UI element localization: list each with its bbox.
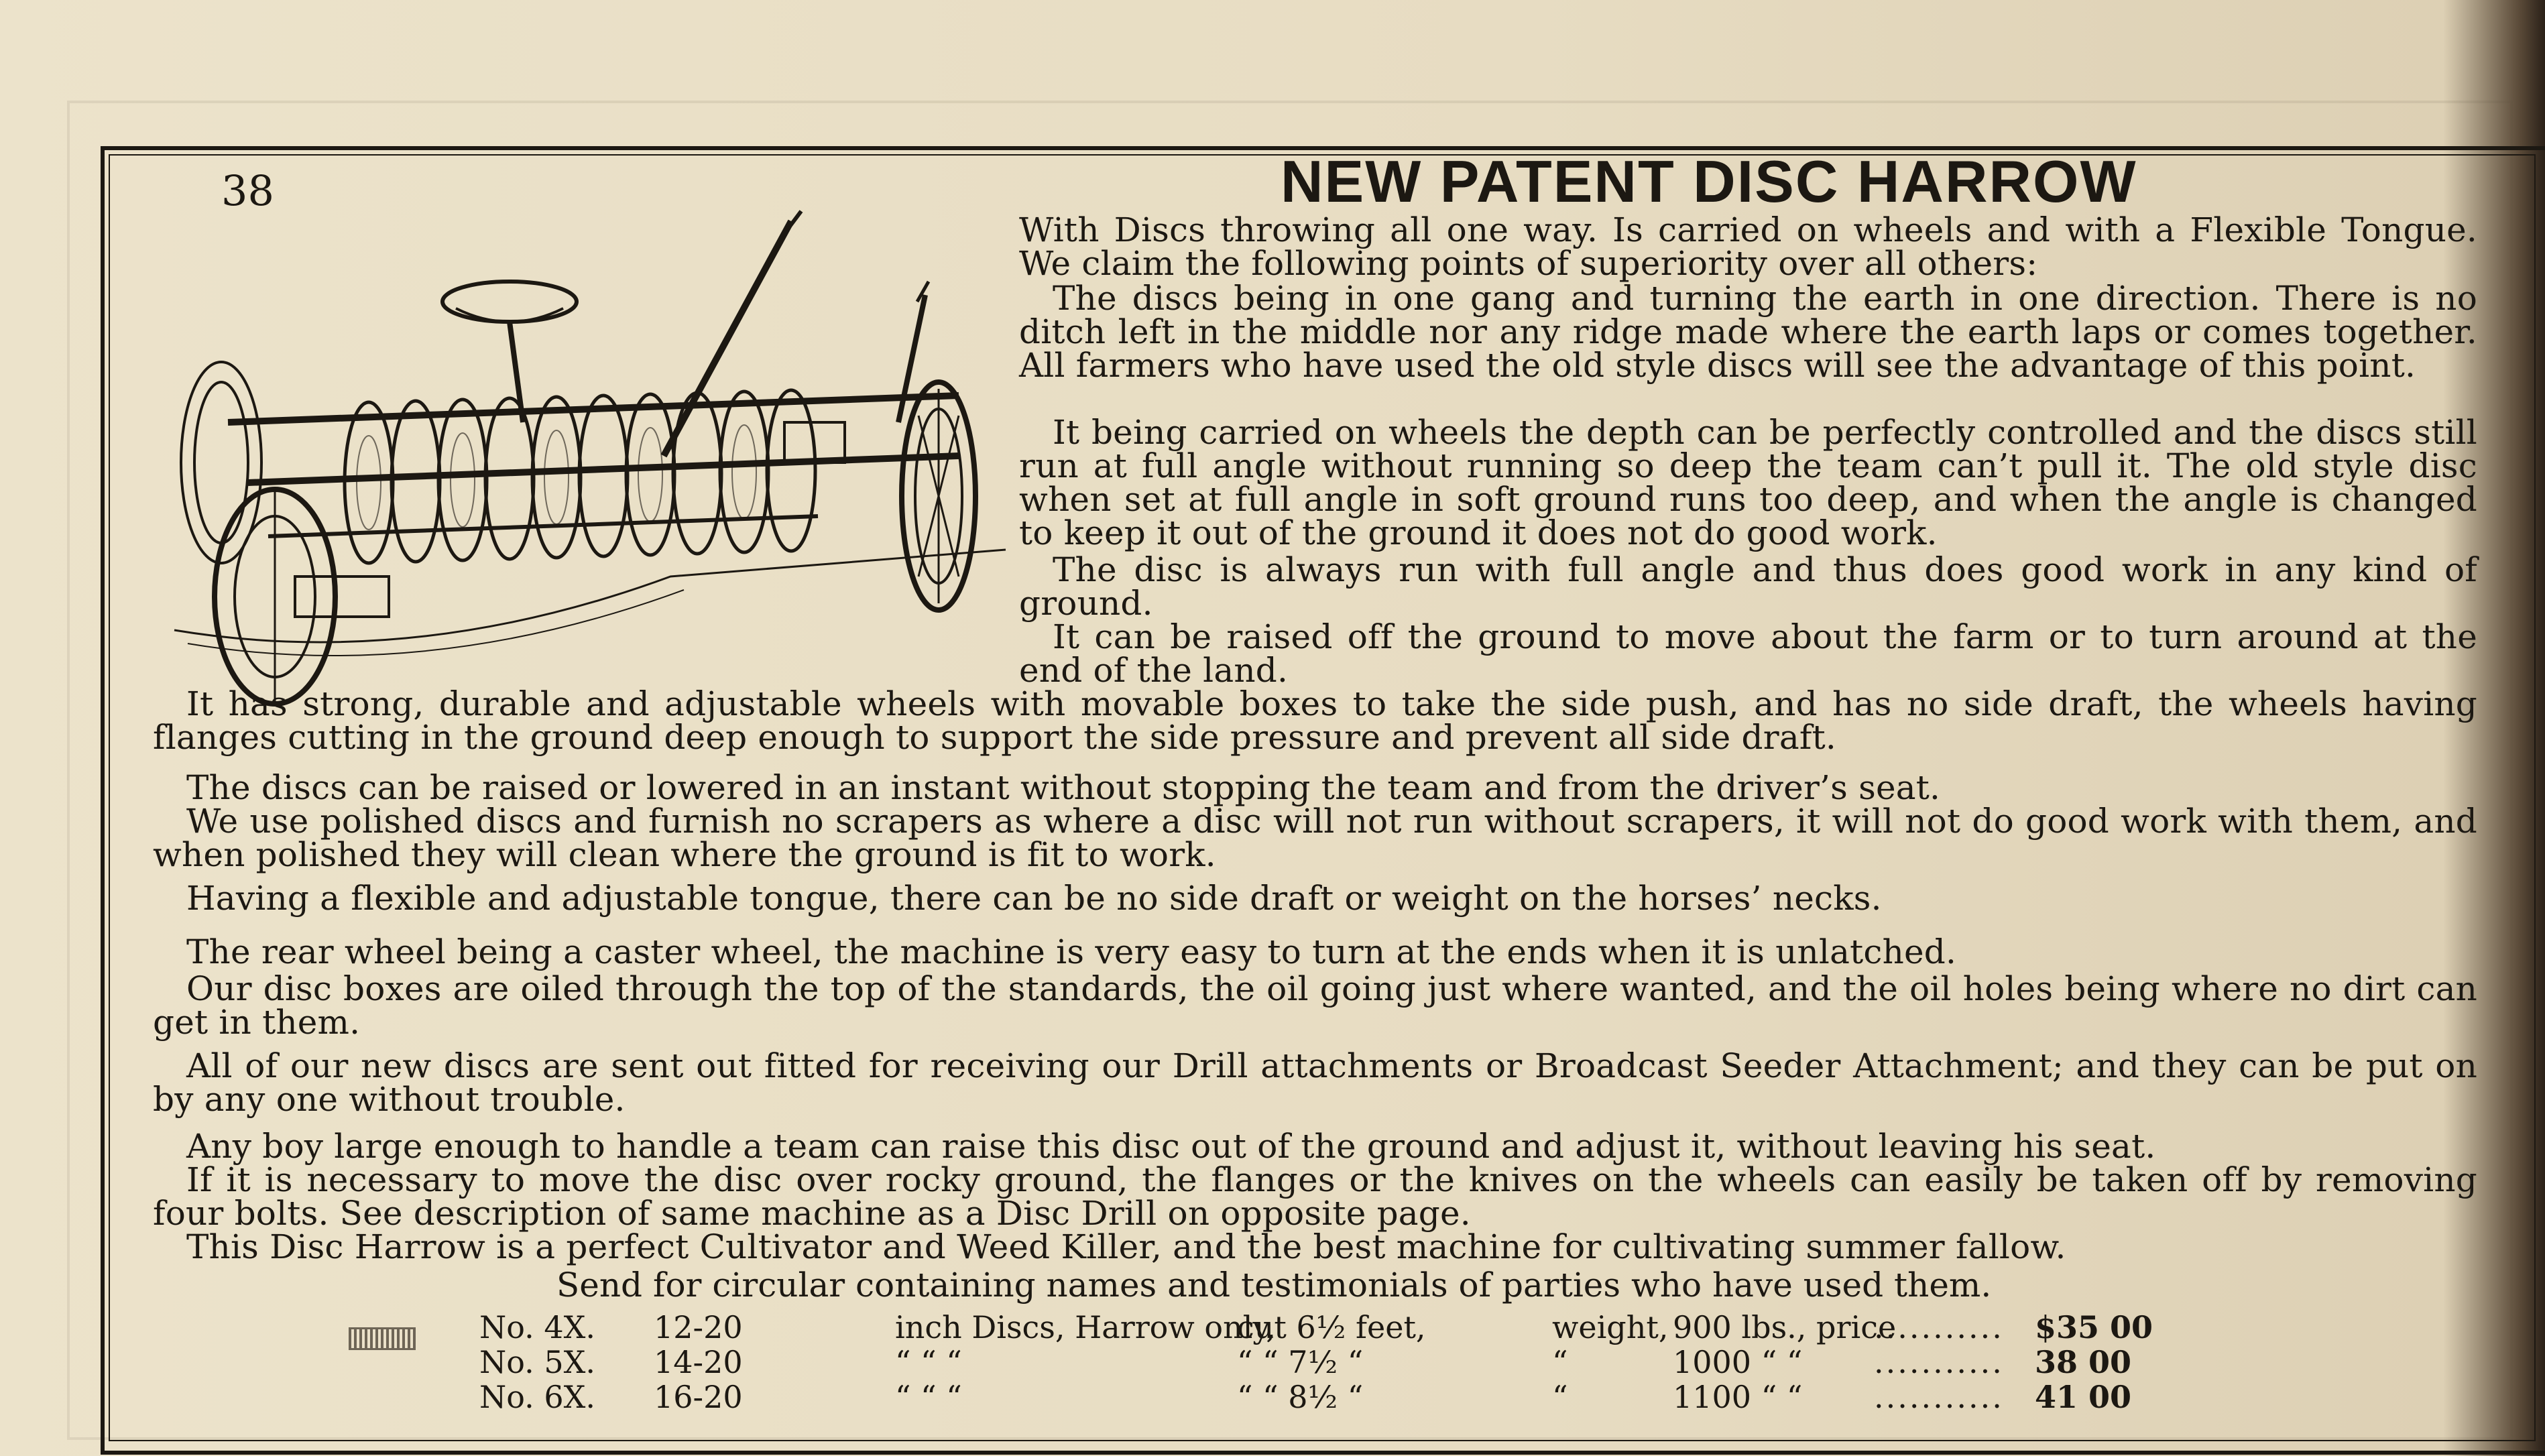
disc-size: 12-20 — [654, 1309, 743, 1345]
price-row — [479, 1311, 2249, 1345]
weight: 1100 “ “ — [1673, 1379, 1803, 1415]
body-paragraph: If it is necessary to move the disc over rocky ground, the flanges or the knives on the wheels can easily be taken off by removing four bolts. See description of same machine as a Disc Drill on opposite page. — [153, 1160, 2477, 1233]
leader-dots: ........... — [1874, 1344, 2004, 1380]
leader-dots: ........... — [1874, 1379, 2004, 1415]
body-paragraph: Having a flexible and adjustable tongue, there can be no side draft or weight on the horses’ necks. — [186, 879, 1882, 918]
weight-label: “ — [1552, 1379, 1568, 1415]
cut: “ “ 8½ “ — [1237, 1379, 1364, 1415]
price-list — [479, 1311, 2249, 1415]
disc-size: 16-20 — [654, 1379, 743, 1415]
ornament-icon — [349, 1327, 416, 1350]
body-paragraph: Any boy large enough to handle a team can raise this disc out of the ground and adjust it, without leaving his seat. — [186, 1127, 2156, 1166]
page-number: 38 — [221, 166, 274, 215]
disc-size: 14-20 — [654, 1344, 743, 1380]
circular-note: Send for circular containing names and testimonials of parties who have used them. — [556, 1266, 1992, 1305]
page-title: NEW PATENT DISC HARROW — [1281, 148, 2137, 215]
body-paragraph: The discs being in one gang and turning the earth in one direction. There is no ditch left in the middle nor any ridge made where the earth laps or comes together. All farmers who have used the old style discs will see the advantage of this point. — [1019, 279, 2477, 385]
model: No. 4X. — [479, 1309, 596, 1345]
body-paragraph: The discs can be raised or lowered in an instant without stopping the team and from the driver’s seat. — [186, 768, 1941, 807]
price-row — [479, 1380, 2249, 1415]
description: “ “ “ — [895, 1379, 962, 1415]
disc-harrow-engraving-icon — [147, 201, 1019, 711]
body-paragraph: All of our new discs are sent out fitted for receiving our Drill attachments or Broadcast Seeder Attachment; and they can be put on by any one without trouble. — [153, 1046, 2477, 1119]
body-paragraph: This Disc Harrow is a perfect Cultivator and Weed Killer, and the best machine for cultivating summer fallow. — [186, 1227, 2066, 1266]
body-paragraph: It can be raised off the ground to move about the farm or to turn around at the end of the land. — [1019, 617, 2477, 690]
weight-label: “ — [1552, 1344, 1568, 1380]
description: inch Discs, Harrow only, — [895, 1309, 1276, 1345]
weight-label: weight, — [1552, 1309, 1669, 1345]
cut: “ “ 7½ “ — [1237, 1344, 1364, 1380]
description: “ “ “ — [895, 1344, 962, 1380]
body-paragraph: It has strong, durable and adjustable wheels with movable boxes to take the side push, and has no side draft, the wheels having flanges cutting in the ground deep enough to support the side pressure and prevent all side draft. — [153, 684, 2477, 757]
price: 41 00 — [2035, 1379, 2132, 1415]
body-paragraph: It being carried on wheels the depth can be perfectly controlled and the discs still run at full angle without running so deep the team can’t pull it. The old style disc when set at full angle in soft ground runs too deep, and when the angle is changed to keep it out of the ground it does not do good work. — [1019, 413, 2477, 552]
price: 38 00 — [2035, 1344, 2132, 1380]
model: No. 5X. — [479, 1344, 596, 1380]
body-paragraph: Our disc boxes are oiled through the top of the standards, the oil going just where wanted, and the oil holes being where no dirt can get in them. — [153, 969, 2477, 1042]
body-paragraph: We use polished discs and furnish no scrapers as where a disc will not run without scrapers, it will not do good work with them, and when polished they will clean where the ground is fit to work. — [153, 802, 2477, 874]
model: No. 6X. — [479, 1379, 596, 1415]
body-paragraph: The rear wheel being a caster wheel, the machine is very easy to turn at the ends when it is unlatched. — [186, 932, 1957, 971]
body-paragraph: The disc is always run with full angle and thus does good work in any kind of ground. — [1019, 550, 2477, 623]
weight: 1000 “ “ — [1673, 1344, 1803, 1380]
cut: cut 6½ feet, — [1237, 1309, 1426, 1345]
price: $35 00 — [2035, 1309, 2153, 1345]
weight: 900 lbs., price — [1673, 1309, 1897, 1345]
leader-dots: ........... — [1874, 1309, 2004, 1345]
price-row — [479, 1345, 2249, 1380]
intro-paragraph: With Discs throwing all one way. Is carried on wheels and with a Flexible Tongue. We claim the following points of superiority over all others: — [1019, 210, 2477, 283]
